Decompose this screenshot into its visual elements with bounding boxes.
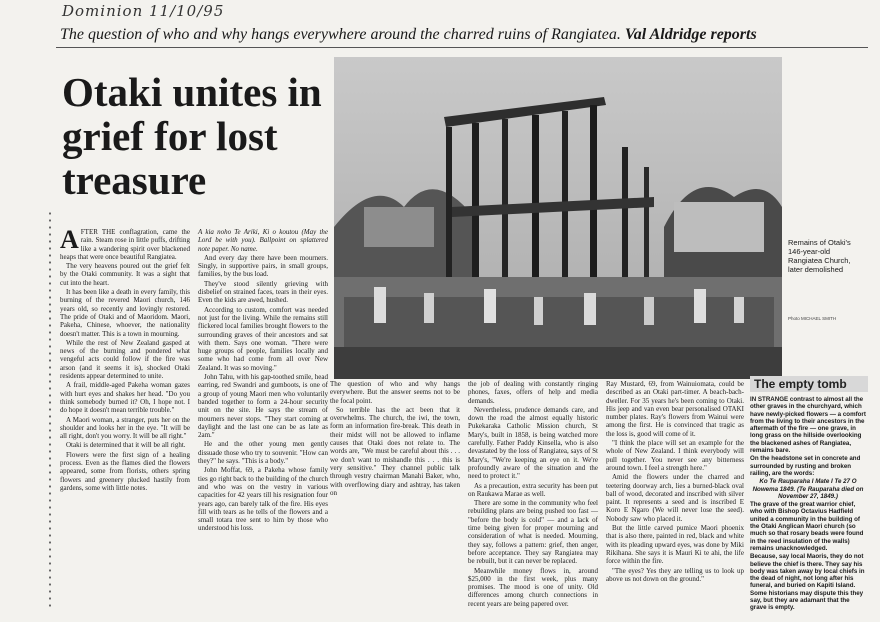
photo-caption: Remains of Otaki's 146-year-old Rangiatea Church, later demolished: [788, 238, 851, 274]
kicker-text: The question of who and why hangs everywhere around the charred ruins of Rangiatea.: [60, 26, 621, 43]
paragraph: The question of who and why hangs everywhere. But the answer seems not to be the focal point.: [330, 380, 460, 405]
byline: Val Aldridge reports: [624, 26, 757, 43]
lead-text: FTER THE conflagration, came the rain. Steam rose in little puffs, drifting like a wandering spirit over blackened heaps that were once beautiful Rangiatea.: [60, 228, 190, 261]
paragraph: The very heavens poured out the grief felt by the Otaki community. It was a sight that cut into the heart.: [60, 262, 190, 287]
paragraph: Otaki is determined that it will be all right.: [66, 441, 186, 450]
headline: Otaki unites in grief for lost treasure: [62, 69, 322, 203]
paragraph: But the little carved pumice Maori phoenix that is also there, painted in red, black and white with its pleading upward eyes, was done by Miki Rikihana. She says it is Mauri Ki te ahi, the life force within the fire.: [606, 524, 744, 566]
paragraph: "The eyes? Yes they are telling us to look up above us not down on the ground.": [606, 566, 744, 583]
column-2: [198, 228, 328, 533]
paragraph: While the rest of New Zealand gasped at news of the burning and pondered what vengeful acts could follow if the fire was arson (and it seems it is), shocked Otaki residents appear determined to unite.: [60, 338, 190, 381]
paragraph: John Tahu, with his gap-toothed smile, head earring, red Swandri and gumboots, is one of a group of young Maori men who voluntarily banded together to form a 24-hour security unit on the site. He says the stream of mourners never stops. "They start coming at daylight and the last one can be as late as 2am.": [198, 373, 328, 440]
sidebar-title: The empty tomb: [750, 376, 868, 392]
sidebar-empty-tomb: [750, 396, 866, 613]
kicker-rule: [56, 47, 868, 48]
paragraph: Flowers were the first sign of a healing process. Even as the flames died the flowers appeared, some from florists, others spring flowers and greenery plucked hastily from gardens, some with little notes.: [60, 450, 190, 492]
paragraph: "I think the place will set an example for the whole of New Zealand. I think everybody will pull together. You never see any bitterness around town. I feel a strength here.": [606, 439, 744, 472]
photo-credit: Photo MICHAEL SMITH: [788, 316, 837, 321]
paragraph: Meanwhile money flows in, around $25,000 in the first week, plus many promises. The mood is one of unity. Old differences among church connections in recent years are being papered over.: [468, 566, 598, 608]
paragraph: Nevertheless, prudence demands care, and down the road the almost equally historic Pukekaraka Catholic Mission church, St Mary's, built in 1858, is being watched more carefully. Father Paddy Kinsella, who is also devastated by the loss of Rangiatea, says of St Mary's, "We're keeping an eye on it. We're profoundly aware of the situation and the need to protect it.": [468, 405, 598, 481]
paragraph: A Maori woman, a stranger, puts her on the shoulder and looks her in the eye. "It will be all right, don't you worry. It will be all right.": [60, 415, 190, 441]
paragraph: the job of dealing with constantly ringing phones, faxes, offers of help and media demands.: [468, 380, 598, 405]
column-3: [330, 380, 460, 552]
paragraph: They've stood silently grieving with disbelief on strained faces, tears in their eyes. Even the kids are awed, hushed.: [198, 279, 328, 305]
kicker-line: [60, 26, 870, 44]
inscription: Ko Te Rauparaha I Mate I Te 27 O Nowema 1849. (Te Rauparaha died on November 27, 1849.): [752, 478, 864, 500]
paragraph: Because, say local Maoris, they do not believe the chief is there. They say his body was taken away by local chiefs in the dead of night, not long after his funeral, and buried on Kapiti Island. Some historians may dispute this they say, but they are adamant that the grave is empty.: [750, 553, 865, 612]
paragraph: On the headstone set in concrete and surrounded by rusting and broken railing, are the words:: [750, 455, 861, 477]
paragraph: A frail, middle-aged Pakeha woman gazes with hurt eyes and shakes her head. "Do you think somebody burned it? Oh, I hope not. I do hope it doesn't mean terrible trouble.": [60, 381, 190, 415]
paragraph: It has been like a death in every family, this burning of the revered Maori church, 146 years old, so recently and lovingly restored. The pride of Otaki and of Maoridom. Maori, Pakeha, Chinese, whoever, the nationality doesn't matter. This is a town in mourning.: [60, 288, 190, 338]
column-4: [468, 380, 598, 608]
drop-cap: A: [60, 225, 79, 254]
column-1: [60, 225, 190, 520]
column-5: [606, 380, 744, 583]
church-ruins-photo: [334, 57, 782, 379]
paragraph: So terrible has the act been that it overwhelms. The church, the iwi, the town, form an information fire-break. This death in their midst will not be allowed to inflame causes that Otaki does not relate to. The words are, "We must be careful about this . . . we don't want to mishandle this . . . this is very sensitive." They channel public talk through vestry chairman Manahi Baker, who, with overflowing diary and ashtray, has taken on: [330, 405, 460, 497]
paragraph: A kia noho Te Ariki, Ki o koutou (May the Lord be with you). Ballpoint on splattered note paper. No name.: [198, 228, 328, 253]
paragraph: As a precaution, extra security has been put on Raukawa Marae as well.: [468, 481, 598, 498]
paragraph: According to custom, comfort was needed not just for the living. While the remains still flickered local families brought flowers to the surrounding graves of their ancestors and sat with them. Says one woman. "There were huge groups of people, families locally and some who had come from all over New Zealand. It was so moving.": [198, 305, 328, 372]
paragraph: He and the other young men gently dissuade those who try to souvenir. "How can they?" he says. "This is a body.": [198, 440, 328, 466]
dotted-margin: [48, 210, 52, 610]
paragraph: IN STRANGE contrast to almost all the other graves in the churchyard, which have newly-picked flowers — a comfort from the living to their ancestors in the aftermath of the fire — one grave, in long grass on the hillside overlooking the blackened ashes of Rangiatea, remains bare.: [750, 396, 866, 455]
paragraph: Amid the flowers under the charred and teetering doorway arch, lies a burned-black oval ball of wood, decorated and inscribed with silver paint. It represents a seed and is inscribed E Koro E Ngaro (We will never lose the seed). Nobody saw who placed it.: [606, 473, 744, 523]
handwritten-date-note: Dominion 11/10/95: [62, 2, 225, 20]
paragraph: John Moffat, 69, a Pakeha whose family ties go right back to the building of the church and who was on the vestry in various capacities for 42 years till his resignation four years ago, can barely talk of the fire. His eyes fill with tears as he tells of the flowers and a small totara tree sent to him by those who understood his loss.: [198, 466, 328, 533]
paragraph: There are some in the community who feel rebuilding plans are being pushed too fast — "before the body is cold" — and a lack of time being given for proper mourning and consideration of what is needed. Mourning, they say, follows a pattern: grief, then anger, before acceptance. They say Rangiatea may be rebuilt, but it can never be replaced.: [468, 499, 598, 566]
paragraph: Ray Mustard, 69, from Wainuiomata, could be described as an Otaki part-timer. A beach-bach-dweller. For 35 years he's been coming to Otaki. His jeep and van even bear personalised OTAKI number plates. Ray's flowers from Wainui were among the first. He is convinced that tragic as the loss is, good will come of it.: [606, 380, 744, 438]
lead-paragraph: [60, 225, 190, 261]
paragraph: And every day there have been mourners. Singly, in supportive pairs, in small groups, families, by the bus load.: [198, 253, 328, 279]
paragraph: The grave of the great warrior chief, who with Bishop Octavius Hadfield united a community in the building of the Otaki Anglican Maori church (so much so that rosary beads were found in the reed insulation of the walls) remains unacknowledged.: [750, 501, 864, 552]
